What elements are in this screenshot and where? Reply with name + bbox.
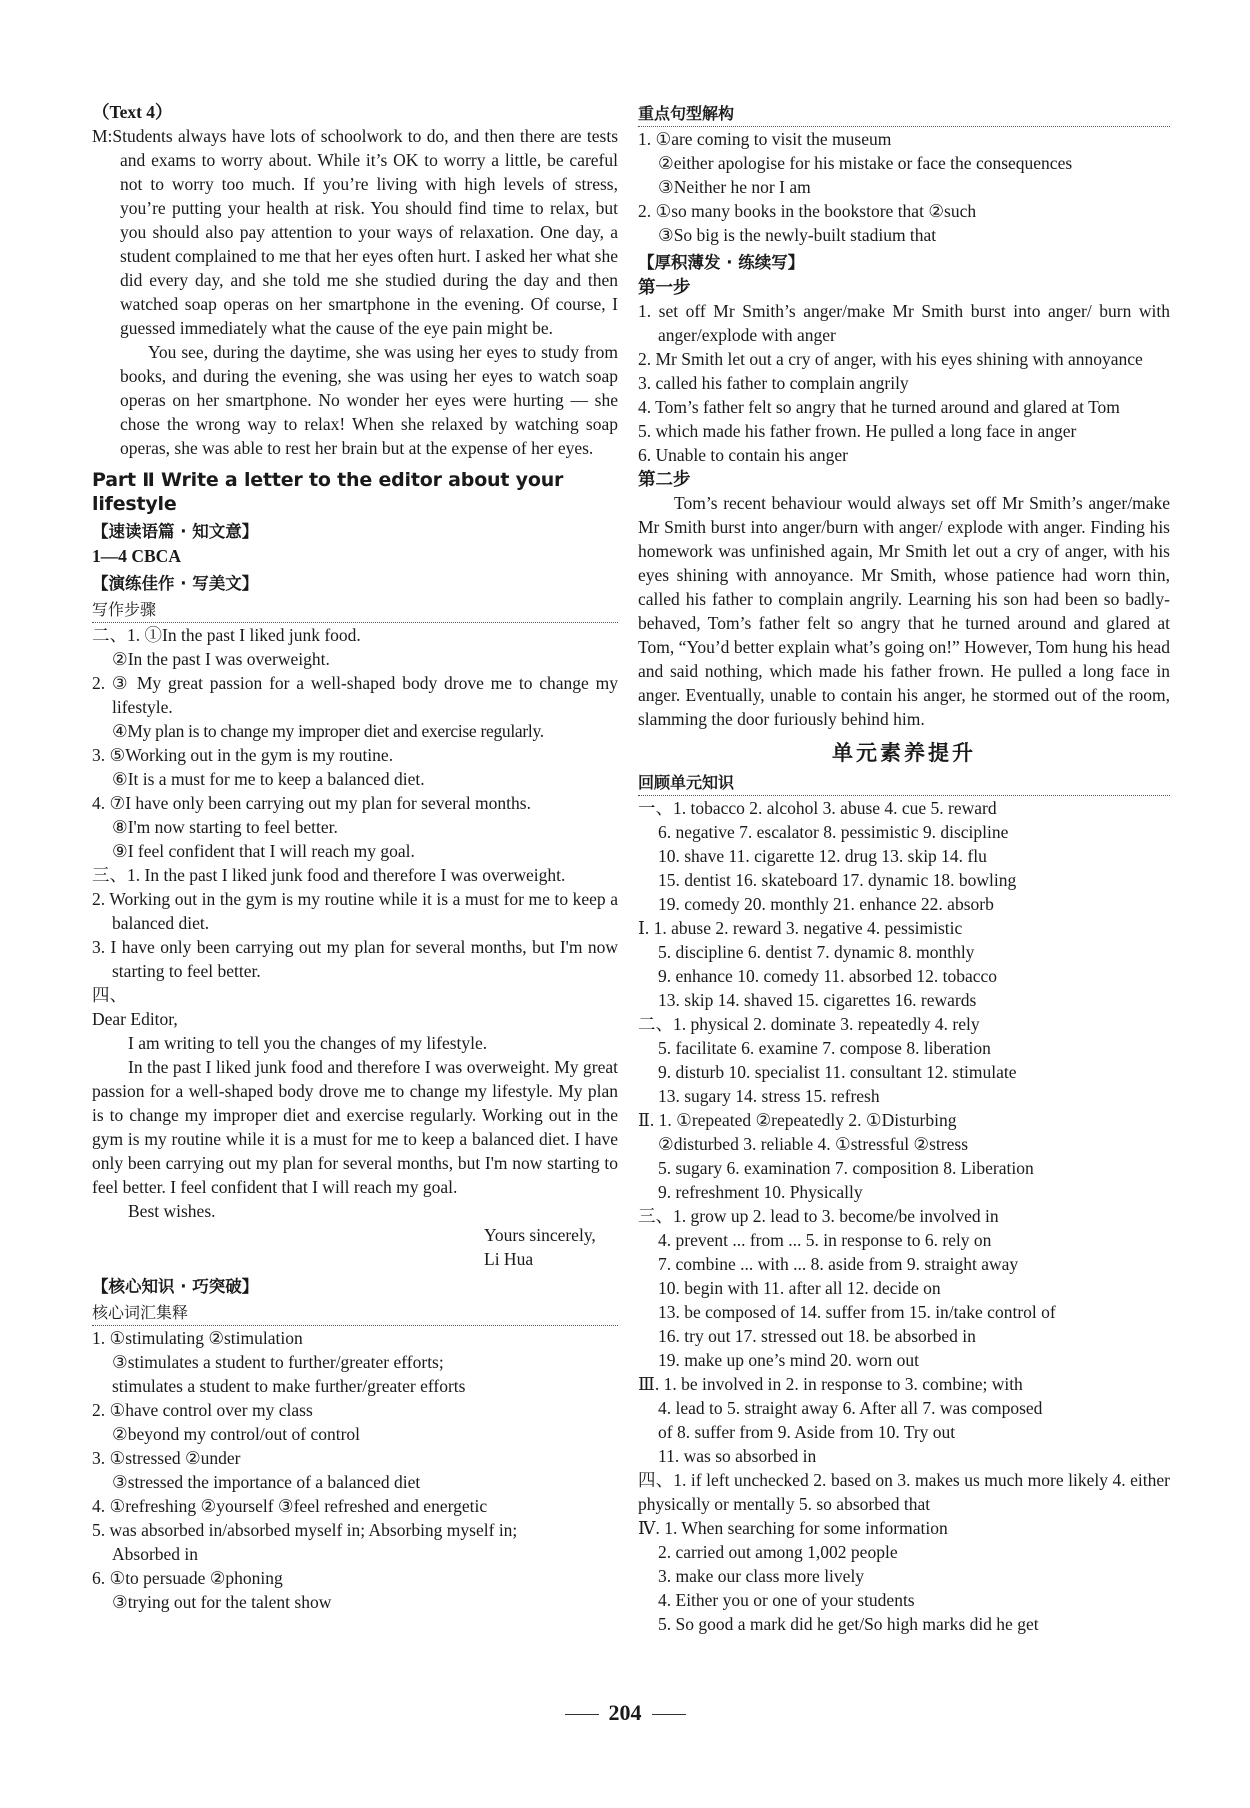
review-item: 16. try out 17. stressed out 18. be absorbed in — [658, 1326, 976, 1346]
review-item: 19. comedy 20. monthly 21. enhance 22. absorb — [658, 894, 994, 914]
vocab-item: stimulates a student to make further/greater efforts — [112, 1376, 466, 1396]
review-item: 10. shave 11. cigarette 12. drug 13. skip 14. flu — [658, 846, 987, 866]
review-item: 13. sugary 14. stress 15. refresh — [658, 1086, 880, 1106]
letter-signoff: Yours sincerely, — [484, 1225, 596, 1245]
vocab-item: 4. ①refreshing ②yourself ③feel refreshed and energetic — [92, 1496, 488, 1516]
letter-paragraph: I am writing to tell you the changes of my lifestyle. — [128, 1033, 488, 1053]
letter-greeting: Dear Editor, — [92, 1009, 178, 1029]
sentence-item: 1. ①are coming to visit the museum — [638, 129, 892, 149]
review-item: 13. skip 14. shaved 15. cigarettes 16. rewards — [658, 990, 977, 1010]
continuation-item: 2. Mr Smith let out a cry of anger, with his eyes shining with annoyance — [638, 349, 1143, 369]
review-item: 4. prevent ... from ... 5. in response to 6. rely on — [658, 1230, 992, 1250]
sentence-item: ③So big is the newly-built stadium that — [658, 225, 937, 245]
section-writing: 【演练佳作 · 写美文】 — [92, 574, 259, 593]
step2-item: 2. ③ My great passion for a well-shaped body drove me to change my lifestyle. — [92, 673, 618, 717]
step2-item: 二、1. ①In the past I liked junk food. — [92, 625, 361, 645]
listening-script-p2: You see, during the daytime, she was using her eyes to study from books, and during the evening, she was using her eyes to watch soap operas on her smartphone. No wonder her eyes were hurting — she chose the wrong way to relax! When she relaxed by watching soap operas, she was able to rest her brain but at the expense of her eyes. — [120, 342, 618, 458]
letter-paragraph: In the past I liked junk food and therefore I was overweight. My great passion for a well-shaped body drove me to change my lifestyle. My plan is to change my improper diet and exercise regularly. Working out in the gym is my routine while it is a must for me to keep a balanced diet. I have only been carrying out my plan for several months, but I'm now starting to feel better. I feel confident that I will reach my goal. — [92, 1057, 618, 1197]
review-item: of 8. suffer from 9. Aside from 10. Try out — [658, 1422, 956, 1442]
sentence-item: 2. ①so many books in the bookstore that ②such — [638, 201, 977, 221]
vocab-item: 6. ①to persuade ②phoning — [92, 1568, 283, 1588]
vocab-item: 1. ①stimulating ②stimulation — [92, 1328, 303, 1348]
review-item: 15. dentist 16. skateboard 17. dynamic 18. bowling — [658, 870, 1017, 890]
review-item: 四、1. if left unchecked 2. based on 3. makes us much more likely 4. either physically or mentally 5. so absorbed that — [638, 1470, 1170, 1514]
sentence-item: ③Neither he nor I am — [658, 177, 811, 197]
review-item: 10. begin with 11. after all 12. decide on — [658, 1278, 941, 1298]
step4-label: 四、 — [92, 985, 127, 1005]
vocab-item: 2. ①have control over my class — [92, 1400, 313, 1420]
review-item: Ⅰ. 1. abuse 2. reward 3. negative 4. pessimistic — [638, 918, 963, 938]
review-item: 5. facilitate 6. examine 7. compose 8. liberation — [658, 1038, 991, 1058]
step2-label: 第二步 — [638, 469, 691, 489]
review-item: 4. lead to 5. straight away 6. After all 7. was composed — [658, 1398, 1043, 1418]
page-number: 204 — [608, 1700, 642, 1725]
writing-steps-heading: 写作步骤 — [92, 598, 618, 623]
review-knowledge-heading: 回顾单元知识 — [638, 771, 1170, 796]
review-item: Ⅲ. 1. be involved in 2. in response to 3. combine; with — [638, 1374, 1023, 1394]
text4-label: （Text 4） — [92, 102, 173, 122]
vocab-item: 3. ①stressed ②under — [92, 1448, 241, 1468]
step2-item: ②In the past I was overweight. — [112, 649, 330, 669]
section-continuation: 【厚积薄发 · 练续写】 — [638, 253, 805, 272]
review-item: Ⅳ. 1. When searching for some information — [638, 1518, 948, 1538]
footer-rule-left — [565, 1714, 599, 1715]
core-vocab-heading: 核心词汇集释 — [92, 1301, 618, 1326]
reading-answers: 1—4 CBCA — [92, 546, 181, 566]
section-core: 【核心知识 · 巧突破】 — [92, 1277, 259, 1296]
sentence-item: ②either apologise for his mistake or face the consequences — [658, 153, 1073, 173]
vocab-item: ③stressed the importance of a balanced diet — [112, 1472, 421, 1492]
review-item: 9. refreshment 10. Physically — [658, 1182, 863, 1202]
review-item: 4. Either you or one of your students — [658, 1590, 915, 1610]
review-item: Ⅱ. 1. ①repeated ②repeatedly 2. ①Disturbing — [638, 1110, 957, 1130]
review-item: 一、1. tobacco 2. alcohol 3. abuse 4. cue 5. reward — [638, 798, 997, 818]
step2-item: ④My plan is to change my improper diet and exercise regularly. — [112, 721, 544, 741]
step3-item: 三、1. In the past I liked junk food and therefore I was overweight. — [92, 865, 566, 885]
review-item: 2. carried out among 1,002 people — [658, 1542, 898, 1562]
review-item: 二、1. physical 2. dominate 3. repeatedly 4. rely — [638, 1014, 980, 1034]
step3-item: 2. Working out in the gym is my routine while it is a must for me to keep a balanced diet. — [92, 889, 618, 933]
continuation-item: 6. Unable to contain his anger — [638, 445, 848, 465]
review-item: 13. be composed of 14. suffer from 15. in/take control of — [658, 1302, 1056, 1322]
step2-item: ⑧I'm now starting to feel better. — [112, 817, 338, 837]
review-item: 三、1. grow up 2. lead to 3. become/be involved in — [638, 1206, 999, 1226]
page-number-footer — [0, 1700, 1250, 1726]
left-column — [92, 100, 618, 1614]
step2-item: ⑥It is a must for me to keep a balanced diet. — [112, 769, 425, 789]
step1-label: 第一步 — [638, 277, 691, 297]
review-item: 9. enhance 10. comedy 11. absorbed 12. tobacco — [658, 966, 998, 986]
right-column — [638, 100, 1170, 1636]
review-item: 9. disturb 10. specialist 11. consultant 12. stimulate — [658, 1062, 1017, 1082]
step2-item: ⑨I feel confident that I will reach my goal. — [112, 841, 415, 861]
listening-script-p1: M:Students always have lots of schoolwork to do, and then there are tests and exams to worry about. While it’s OK to worry a little, be careful not to worry too much. If you’re living with high levels of stress, you’re putting your health at risk. You should find time to relax, but you should also pay attention to your ways of relaxation. One day, a student complained to me that her eyes often hurt. I asked her what she did every day, and she told me she studied during the day and then watched soap operas on her smartphone in the evening. Of course, I guessed immediately what the cause of the eye pain might be. — [92, 126, 618, 338]
continuation-story: Tom’s recent behaviour would always set off Mr Smith’s anger/make Mr Smith burst into anger/burn with anger/ explode with anger. Finding his homework was unfinished again, Mr Smith let out a cry of anger, with his eyes shining with annoyance. Mr Smith, whose patience had worn thin, called his father to complain angrily. Learning his son had been so badly-behaved, Tom’s father felt so angry that he turned around and glared at Tom, “You’d better explain what’s going on!” However, Tom hung his head and said nothing, which made his father frown. He pulled a long face in anger. Eventually, unable to contain his anger, he stormed out of the room, slamming the door furiously behind him. — [638, 493, 1170, 729]
step3-item: 3. I have only been carrying out my plan for several months, but I'm now starting to feel better. — [92, 937, 618, 981]
step2-item: 4. ⑦I have only been carrying out my plan for several months. — [92, 793, 531, 813]
review-item: 5. discipline 6. dentist 7. dynamic 8. monthly — [658, 942, 975, 962]
letter-signature: Li Hua — [484, 1249, 534, 1269]
review-item: 19. make up one’s mind 20. worn out — [658, 1350, 920, 1370]
continuation-item: 1. set off Mr Smith’s anger/make Mr Smith burst into anger/ burn with anger/explode with anger — [638, 301, 1170, 345]
review-item: 11. was so absorbed in — [658, 1446, 817, 1466]
footer-rule-right — [652, 1714, 686, 1715]
review-item: 7. combine ... with ... 8. aside from 9. straight away — [658, 1254, 1019, 1274]
review-item: 5. sugary 6. examination 7. composition 8. Liberation — [658, 1158, 1034, 1178]
unit-review-title: 单元素养提升 — [832, 741, 976, 765]
continuation-item: 3. called his father to complain angrily — [638, 373, 909, 393]
review-item: ②disturbed 3. reliable 4. ①stressful ②stress — [658, 1134, 969, 1154]
review-item: 3. make our class more lively — [658, 1566, 865, 1586]
review-item: 6. negative 7. escalator 8. pessimistic 9. discipline — [658, 822, 1009, 842]
vocab-item: ③trying out for the talent show — [112, 1592, 332, 1612]
review-item: 5. So good a mark did he get/So high marks did he get — [658, 1614, 1039, 1634]
vocab-item: Absorbed in — [112, 1544, 199, 1564]
sentence-structure-heading: 重点句型解构 — [638, 102, 1170, 127]
continuation-item: 5. which made his father frown. He pulled a long face in anger — [638, 421, 1077, 441]
vocab-item: 5. was absorbed in/absorbed myself in; Absorbing myself in; — [92, 1520, 518, 1540]
vocab-item: ②beyond my control/out of control — [112, 1424, 361, 1444]
vocab-item: ③stimulates a student to further/greater efforts; — [112, 1352, 444, 1372]
section-reading: 【速读语篇 · 知文意】 — [92, 522, 259, 541]
letter-closing: Best wishes. — [128, 1201, 216, 1221]
continuation-item: 4. Tom’s father felt so angry that he turned around and glared at Tom — [638, 397, 1120, 417]
part2-title: Part Ⅱ Write a letter to the editor about your lifestyle — [92, 469, 564, 515]
step2-item: 3. ⑤Working out in the gym is my routine. — [92, 745, 394, 765]
